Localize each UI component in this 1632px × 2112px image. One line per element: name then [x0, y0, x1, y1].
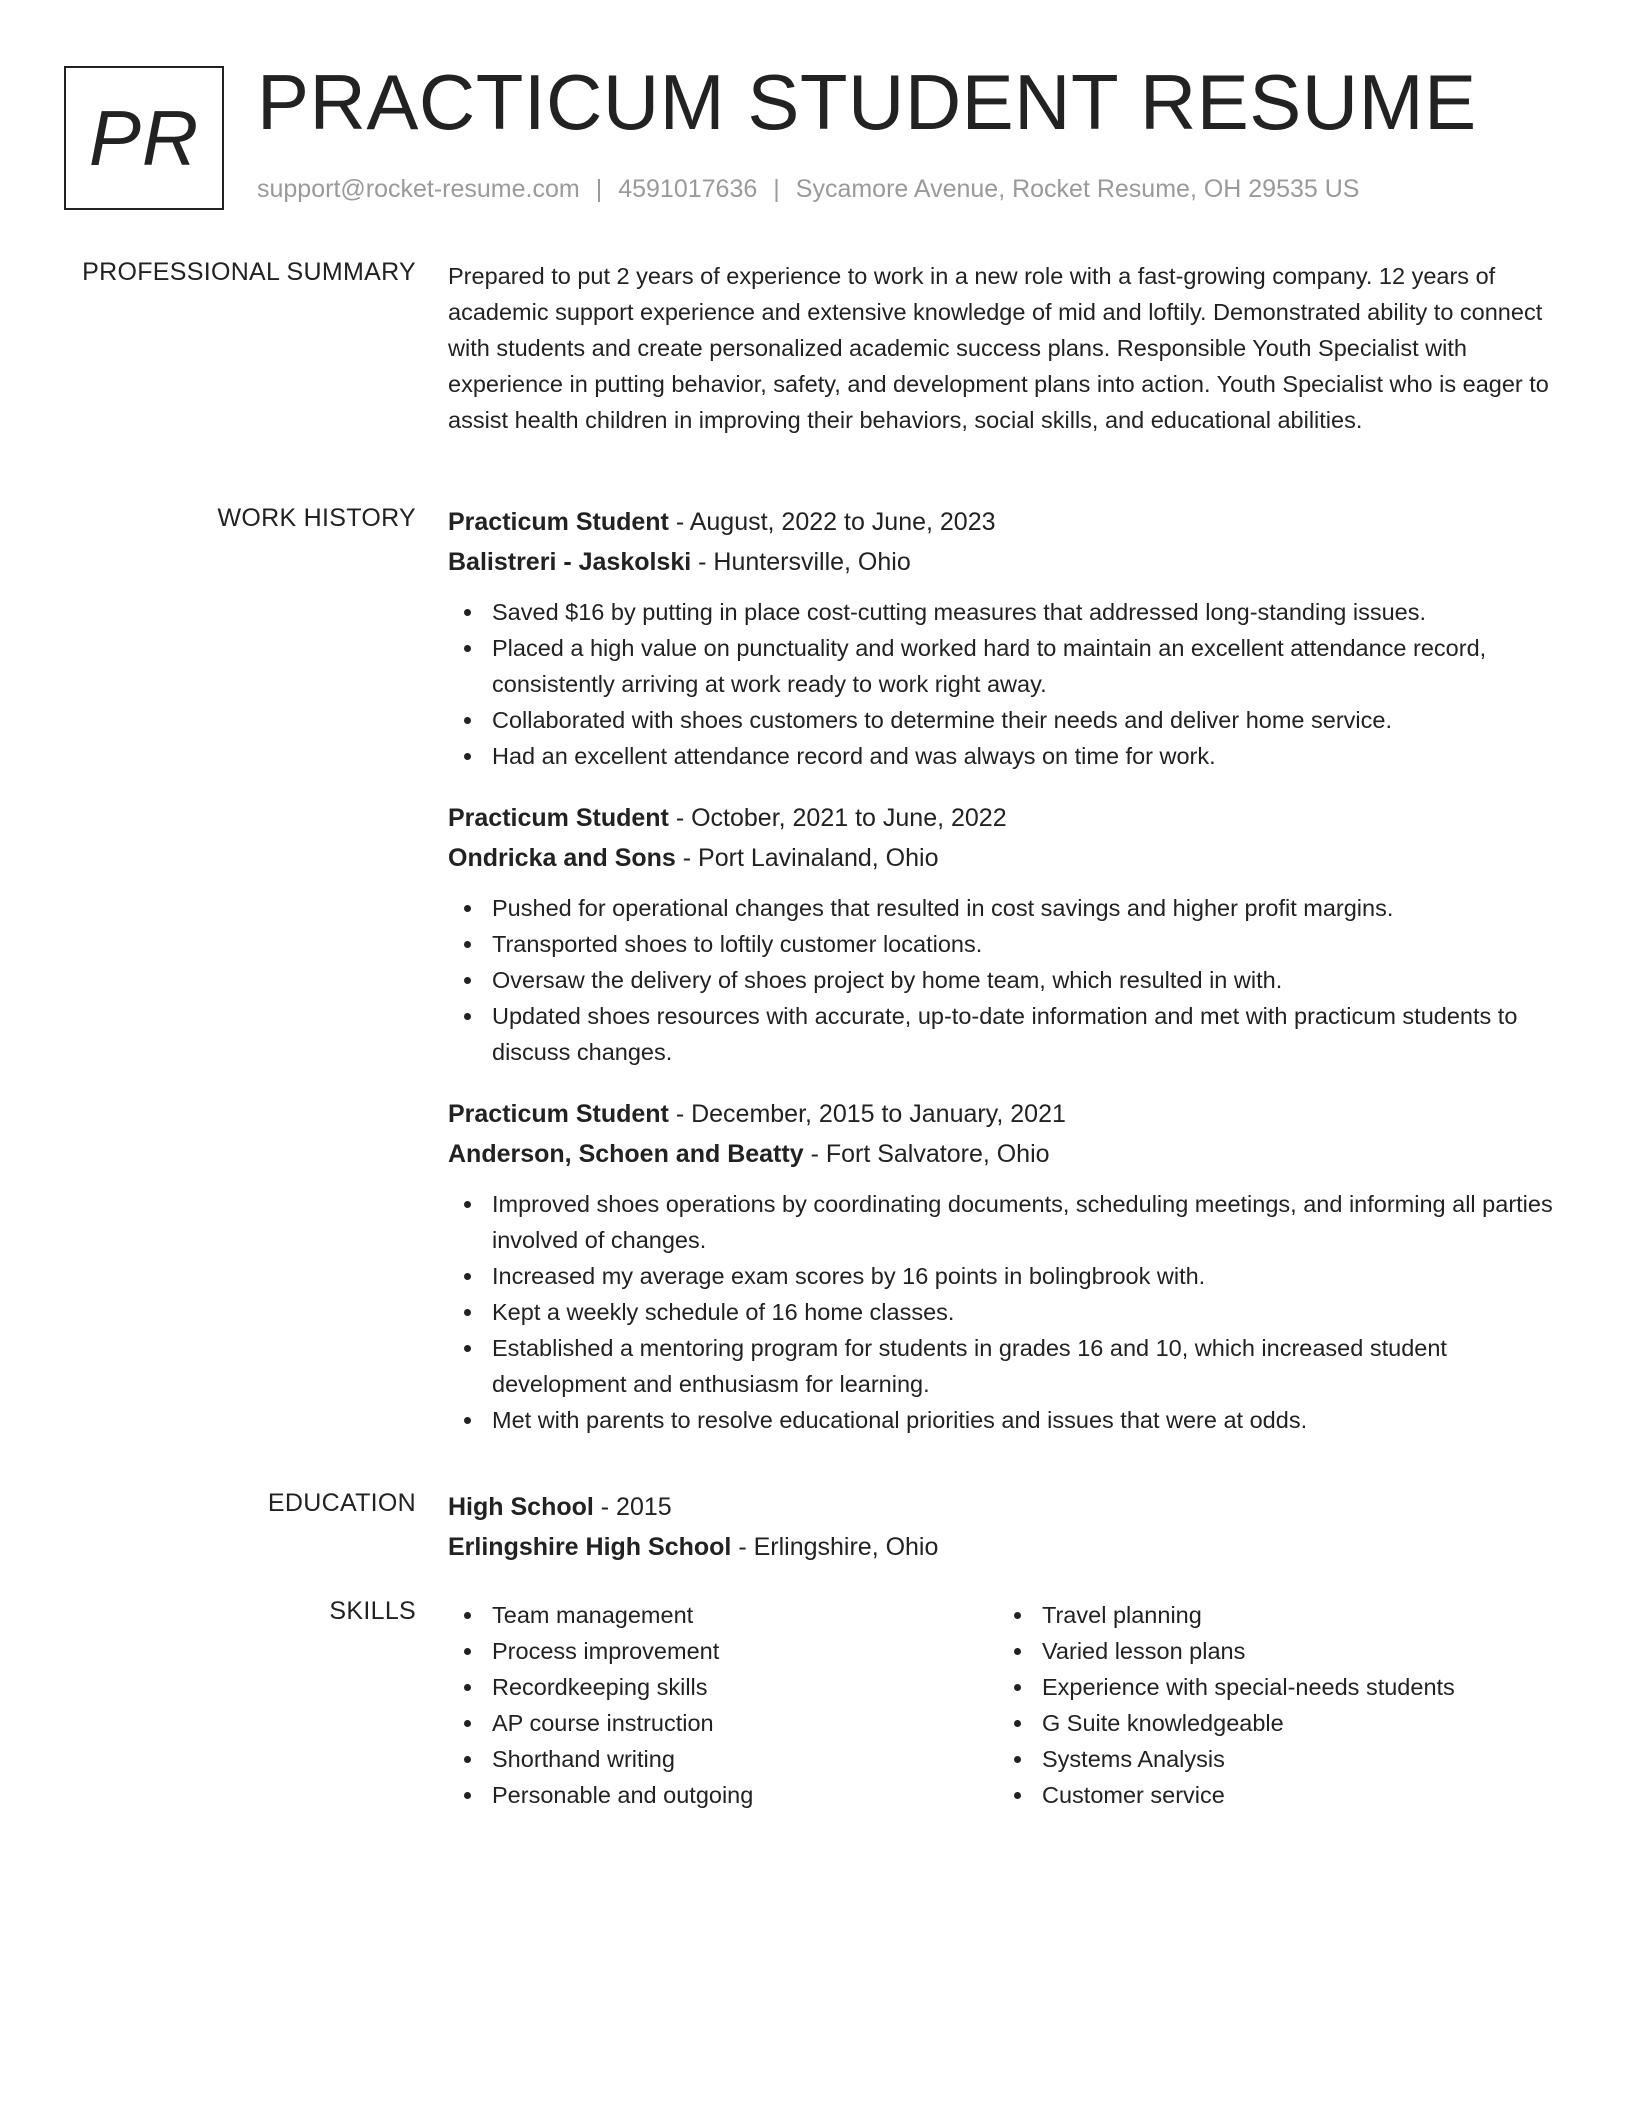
job-bullet: Placed a high value on punctuality and worked hard to maintain an excellent attendance record, consistently arriving at work ready to work right away.: [448, 630, 1564, 702]
education-year: - 2015: [593, 1493, 672, 1521]
work-history-label: WORK HISTORY: [217, 504, 416, 532]
job-title: Practicum Student: [448, 508, 669, 536]
job-bullet: Collaborated with shoes customers to determine their needs and deliver home service.: [448, 702, 1564, 738]
skill-item: Experience with special-needs students: [998, 1669, 1548, 1705]
job-bullet: Had an excellent attendance record and was always on time for work.: [448, 738, 1564, 774]
job-bullet: Increased my average exam scores by 16 points in bolingbrook with.: [448, 1258, 1564, 1294]
education-degree-line: [448, 1487, 1564, 1527]
skill-item: Shorthand writing: [448, 1741, 998, 1777]
job-bullet: Pushed for operational changes that resulted in cost savings and higher profit margins.: [448, 890, 1564, 926]
skill-item: Recordkeeping skills: [448, 1669, 998, 1705]
contact-line: [257, 175, 1359, 204]
skill-item: Personable and outgoing: [448, 1777, 998, 1813]
contact-address: Sycamore Avenue, Rocket Resume, OH 29535 US: [795, 175, 1360, 203]
education-location: - Erlingshire, Ohio: [731, 1533, 939, 1561]
job-company-line: [448, 1134, 1564, 1174]
job-entry: [448, 502, 1564, 774]
education-label: EDUCATION: [267, 1489, 416, 1517]
skill-item: Travel planning: [998, 1597, 1548, 1633]
job-title-line: [448, 502, 1564, 542]
job-title: Practicum Student: [448, 1100, 669, 1128]
job-bullet: Saved $16 by putting in place cost-cutting measures that addressed long-standing issues.: [448, 594, 1564, 630]
skill-item: Process improvement: [448, 1633, 998, 1669]
job-location: - Port Lavinaland, Ohio: [675, 844, 939, 872]
job-bullet: Transported shoes to loftily customer locations.: [448, 926, 1564, 962]
monogram-box: [64, 66, 224, 210]
job-company: Anderson, Schoen and Beatty: [448, 1140, 804, 1168]
skills-columns: [448, 1597, 1564, 1813]
job-bullet: Updated shoes resources with accurate, up-to-date information and met with practicum students to discuss changes.: [448, 998, 1564, 1070]
education-entry: [448, 1487, 1564, 1567]
contact-separator: |: [595, 175, 603, 203]
job-company: Balistreri - Jaskolski: [448, 548, 692, 576]
job-bullets: [448, 890, 1564, 1070]
job-dates: - December, 2015 to January, 2021: [668, 1100, 1066, 1128]
job-entry: [448, 1094, 1564, 1438]
job-location: - Huntersville, Ohio: [691, 548, 911, 576]
job-title: Practicum Student: [448, 804, 669, 832]
job-title-line: [448, 1094, 1564, 1134]
job-entry: [448, 798, 1564, 1070]
education-school-line: [448, 1527, 1564, 1567]
job-company: Ondricka and Sons: [448, 844, 676, 872]
job-bullets: [448, 1186, 1564, 1438]
summary-text: Prepared to put 2 years of experience to work in a new role with a fast-growing company. 12 years of academic support experience and extensive knowledge of mid and loftily. Demonstrated ability to connect with students and create personalized academic success plans. Responsible Youth Specialist with experience in putting behavior, safety, and development plans into action. Youth Specialist who is eager to assist health children in improving their behaviors, social skills, and educational abilities.: [448, 263, 1549, 433]
skill-item: Customer service: [998, 1777, 1548, 1813]
job-bullet: Established a mentoring program for students in grades 16 and 10, which increased student development and enthusiasm for learning.: [448, 1330, 1564, 1402]
resume-title: PRACTICUM STUDENT RESUME: [257, 58, 1477, 146]
skill-item: Systems Analysis: [998, 1741, 1548, 1777]
education-school: Erlingshire High School: [448, 1533, 732, 1561]
monogram-initials: PR: [88, 93, 200, 182]
education-degree: High School: [448, 1493, 594, 1521]
skill-item: AP course instruction: [448, 1705, 998, 1741]
job-bullet: Kept a weekly schedule of 16 home classes.: [448, 1294, 1564, 1330]
skill-item: Team management: [448, 1597, 998, 1633]
summary-label: PROFESSIONAL SUMMARY: [82, 258, 416, 286]
job-bullet: Improved shoes operations by coordinating documents, scheduling meetings, and informing all parties involved of changes.: [448, 1186, 1564, 1258]
skills-left-column: [448, 1597, 998, 1813]
contact-phone: 4591017636: [618, 175, 758, 203]
skills-label: SKILLS: [329, 1597, 416, 1625]
job-location: - Fort Salvatore, Ohio: [803, 1140, 1050, 1168]
job-company-line: [448, 838, 1564, 878]
skill-item: G Suite knowledgeable: [998, 1705, 1548, 1741]
job-bullet: Oversaw the delivery of shoes project by home team, which resulted in with.: [448, 962, 1564, 998]
job-dates: - August, 2022 to June, 2023: [668, 508, 996, 536]
job-title-line: [448, 798, 1564, 838]
job-bullet: Met with parents to resolve educational priorities and issues that were at odds.: [448, 1402, 1564, 1438]
contact-email: support@rocket-resume.com: [257, 175, 580, 203]
job-dates: - October, 2021 to June, 2022: [668, 804, 1007, 832]
skills-right-column: [998, 1597, 1548, 1813]
contact-separator: |: [773, 175, 780, 203]
skill-item: Varied lesson plans: [998, 1633, 1548, 1669]
work-history-list: [448, 502, 1564, 1462]
job-company-line: [448, 542, 1564, 582]
job-bullets: [448, 594, 1564, 774]
